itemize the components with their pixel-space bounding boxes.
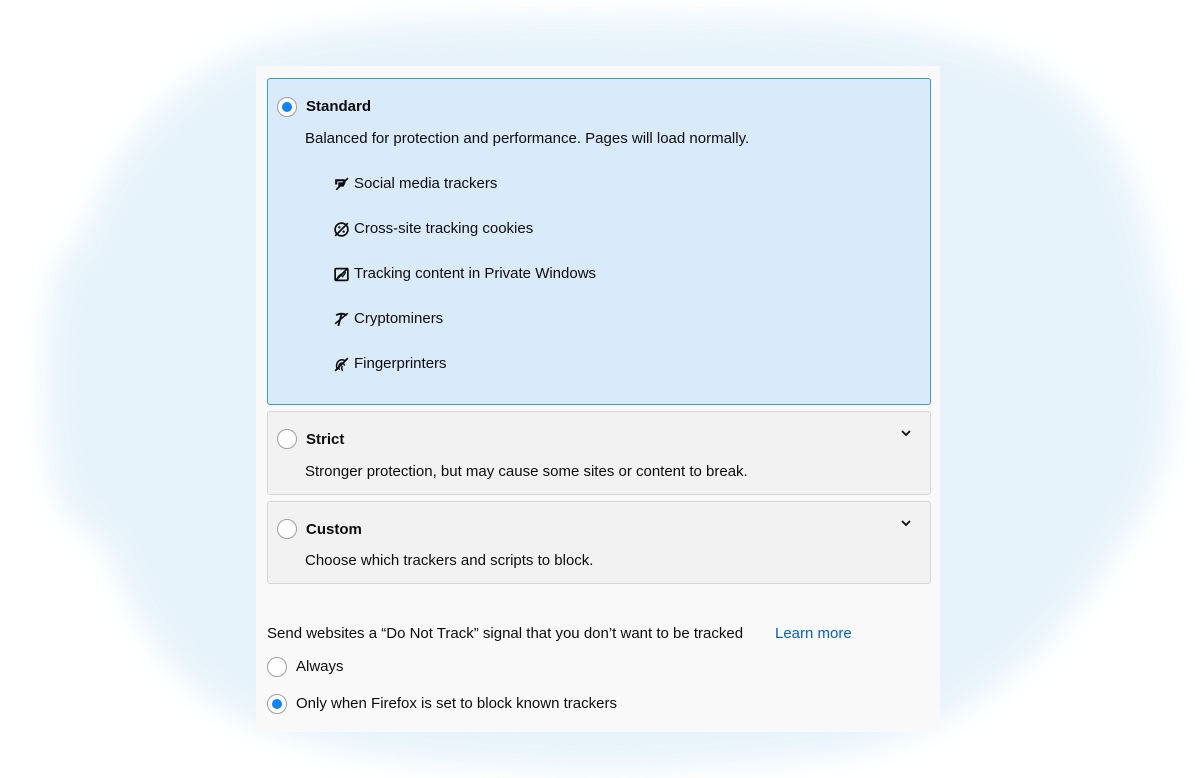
dnt-only-when-blocking-label[interactable]: Only when Firefox is set to block known trackers [296,695,617,712]
fingerprinter-icon [333,356,350,373]
standard-title: Standard [306,98,372,115]
feature-label: Cross-site tracking cookies [354,220,534,237]
custom-title: Custom [306,521,362,538]
dnt-only-when-blocking-radio[interactable] [267,694,287,714]
cryptominer-icon [333,311,350,328]
strict-description: Stronger protection, but may cause some sites or content to break. [305,463,748,480]
feature-fingerprinters [333,354,447,374]
dnt-always-label[interactable]: Always [296,658,344,675]
chevron-down-icon[interactable] [900,518,912,528]
feature-label: Fingerprinters [354,355,447,372]
feature-label: Tracking content in Private Windows [354,265,597,282]
cookie-icon [333,221,350,238]
feature-label: Cryptominers [354,310,444,327]
feature-tracking-content [333,264,596,284]
feature-label: Social media trackers [354,175,498,192]
custom-description: Choose which trackers and scripts to block. [305,552,594,569]
standard-radio[interactable] [277,97,297,117]
learn-more-link[interactable]: Learn more [775,625,852,642]
tracking-content-icon [333,266,350,283]
strict-title: Strict [306,431,345,448]
feature-cryptominers [333,309,443,329]
custom-option[interactable] [267,501,931,584]
chevron-down-icon[interactable] [900,428,912,438]
dnt-always-radio[interactable] [267,657,287,677]
standard-option[interactable] [267,78,931,405]
do-not-track-label: Send websites a “Do Not Track” signal that you don’t want to be tracked [267,625,744,642]
social-media-tracker-icon [333,176,350,193]
standard-description: Balanced for protection and performance. Pages will load normally. [305,130,750,147]
custom-radio[interactable] [277,519,297,539]
feature-social-media-trackers [333,174,497,194]
feature-cross-site-cookies [333,219,533,239]
strict-option[interactable] [267,411,931,495]
strict-radio[interactable] [277,429,297,449]
